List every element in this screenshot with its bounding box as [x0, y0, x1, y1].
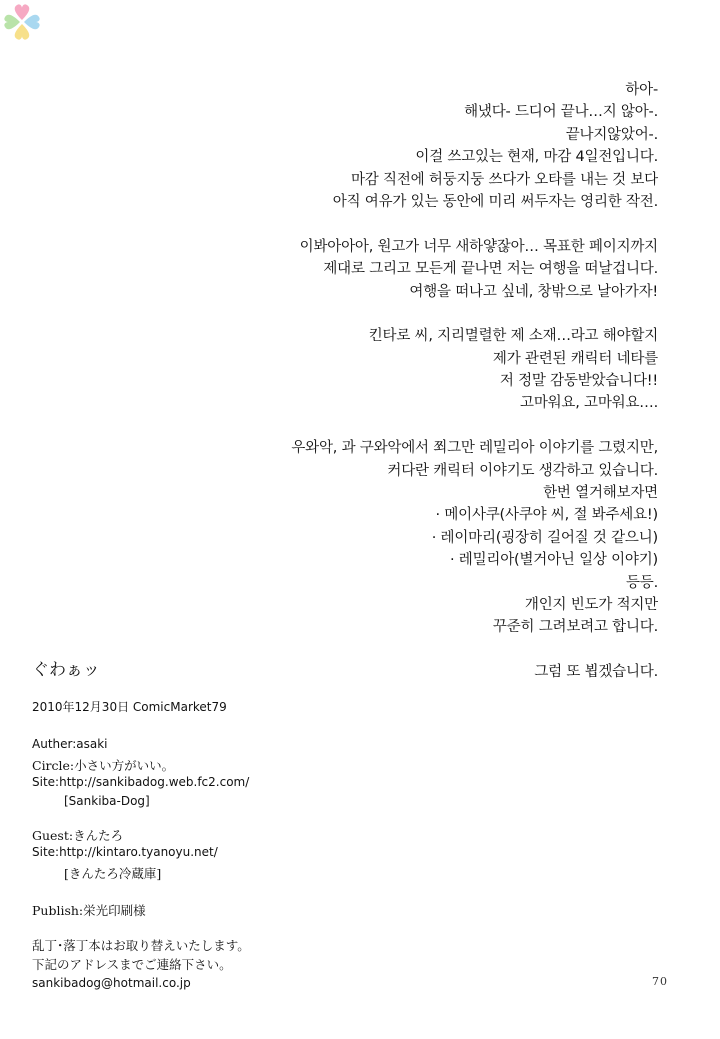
publisher-line: Publish:栄光印刷様 [32, 903, 146, 918]
afterword-text [18, 79, 658, 684]
afterword-line: 끝나지않았어-. [565, 126, 658, 143]
afterword-line: 개인지 빈도가 적지만 [524, 596, 658, 613]
afterword-line: 그럼 또 뵙겠습니다. [534, 664, 658, 681]
afterword-line: 고마워요, 고마워요…. [520, 395, 658, 412]
book-title: ぐわぁッ [32, 660, 100, 680]
afterword-line: 한번 열거해보자면 [543, 485, 658, 502]
afterword-line: 아직 여유가 있는 동안에 미리 써두자는 영리한 작전. [332, 193, 658, 210]
circle-line: Circle:小さい方がいい。 [32, 758, 175, 773]
afterword-blank-line [18, 303, 658, 325]
logo-heart-left [4, 15, 20, 30]
afterword-line: 이걸 쓰고있는 현재, 마감 4일전입니다. [415, 149, 658, 166]
publication-date: 2010年12月30日 ComicMarket79 [32, 700, 227, 714]
logo-heart-bottom [15, 24, 30, 40]
four-heart-clover-logo [2, 2, 42, 42]
logo-heart-top [15, 4, 30, 20]
contact-email[interactable]: sankibadog@hotmail.co.jp [32, 976, 191, 990]
notice-line-2: 下記のアドレスまでご連絡下さい。 [32, 957, 232, 972]
afterword-line: 해냈다- 드디어 끝나…지 않아-. [464, 104, 658, 121]
afterword-line: 제가 관련된 캐릭터 네타를 [492, 350, 658, 367]
afterword-line: · 메이사쿠(사쿠야 씨, 절 봐주세요!) [435, 507, 658, 524]
site-link-1[interactable]: Site:http://sankibadog.web.fc2.com/ [32, 775, 250, 789]
afterword-blank-line [18, 213, 658, 235]
afterword-line: 저 정말 감동받았습니다!! [499, 373, 658, 390]
afterword-line: 등등. [625, 574, 658, 591]
site-link-2[interactable]: Site:http://kintaro.tyanoyu.net/ [32, 845, 218, 859]
afterword-blank-line [18, 415, 658, 437]
afterword-line: 커다란 캐릭터 이야기도 생각하고 있습니다. [387, 462, 658, 479]
guest-line: Guest:きんたろ [32, 828, 124, 843]
afterword-line: 마감 직전에 허둥지둥 쓰다가 오타를 내는 것 보다 [350, 171, 658, 188]
site-name-1: [Sankiba-Dog] [64, 794, 150, 808]
author-line: Auther:asaki [32, 737, 108, 751]
afterword-blank-line [18, 639, 658, 661]
afterword-line: 여행을 떠나고 싶네, 창밖으로 날아가자! [409, 283, 658, 300]
afterword-line: 꾸준히 그려보려고 합니다. [492, 619, 658, 636]
logo-heart-right [24, 15, 40, 30]
afterword-line: · 레이마리(굉장히 길어질 것 같으니) [431, 529, 658, 546]
afterword-line: · 레밀리아(별거아닌 일상 이야기) [449, 552, 658, 569]
site-name-2: [きんたろ冷蔵庫] [64, 866, 162, 881]
afterword-line: 하아- [625, 82, 658, 98]
afterword-line: 킨타로 씨, 지리멸렬한 제 소재…라고 해야할지 [368, 328, 658, 345]
afterword-line: 이봐아아아, 원고가 너무 새하얗잖아… 목표한 페이지까지 [299, 238, 658, 255]
afterword-line: 우와악, 과 구와악에서 쬐그만 레밀리아 이야기를 그렸지만, [291, 440, 658, 457]
notice-line-1: 乱丁･落丁本はお取り替えいたします。 [32, 938, 250, 953]
page-number: 70 [652, 975, 668, 988]
afterword-line: 제대로 그리고 모든게 끝나면 저는 여행을 떠날겁니다. [323, 261, 658, 278]
